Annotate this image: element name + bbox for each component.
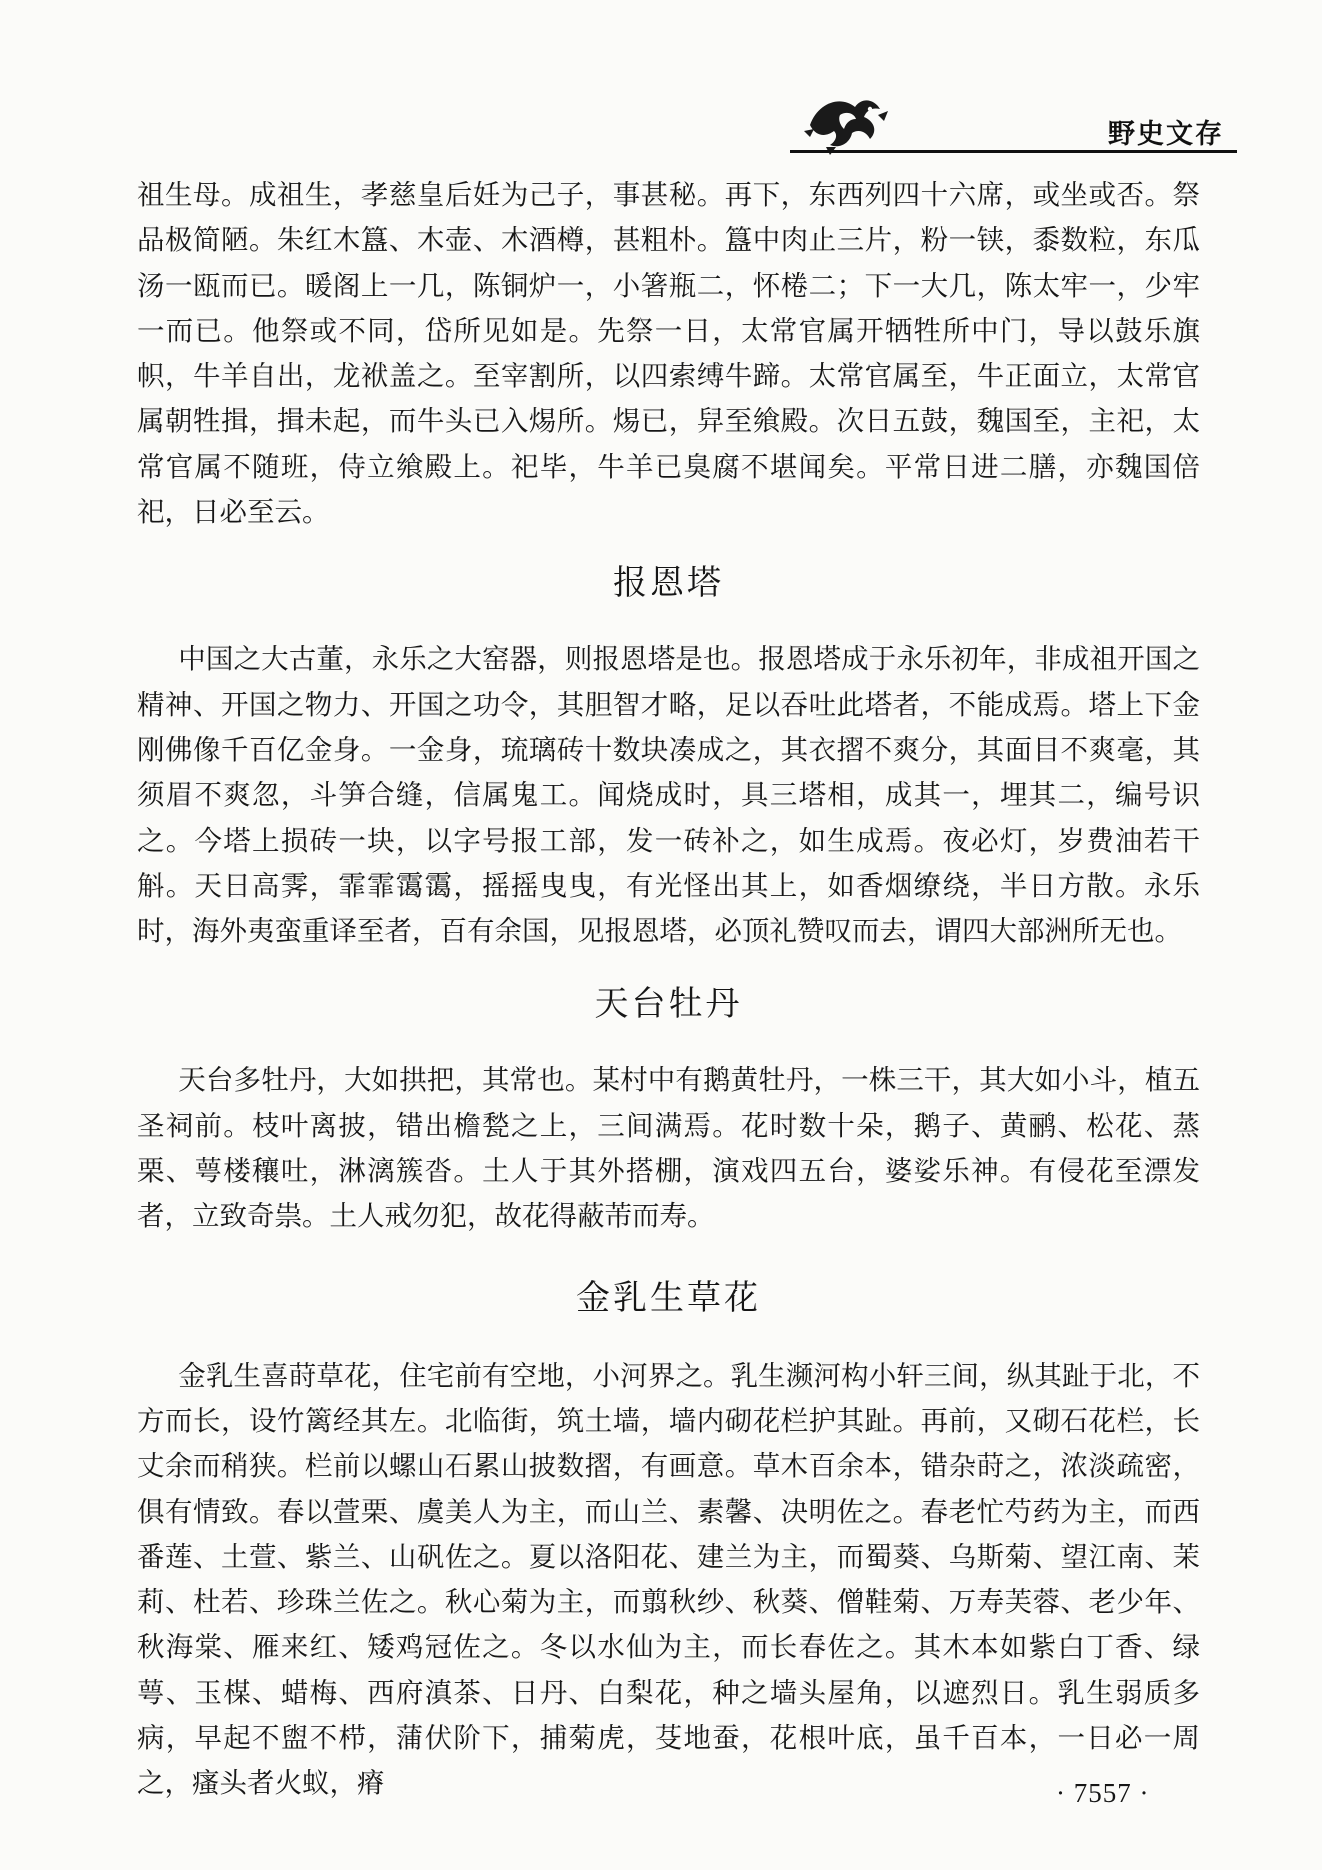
- page-body: [137, 173, 1200, 1807]
- section-paragraph-tiantai-peony: 天台多牡丹，大如拱把，其常也。某村中有鹅黄牡丹，一株三干，其大如小斗，植五圣祠前。枝叶离披，错出檐甃之上，三间满焉。花时数十朵，鹅子、黄鹂、松花、蒸栗、萼楼穰吐，淋漓簇沓。土人于其外搭棚，演戏四五台，婆娑乐神。有侵花至漂发者，立致奇祟。土人戒勿犯，故花得蔽芾而寿。: [137, 1064, 1200, 1233]
- page-header: [0, 0, 1322, 170]
- section-paragraph-baoen-pagoda: 中国之大古董，永乐之大窑器，则报恩塔是也。报恩塔成于永乐初年，非成祖开国之精神、开国之物力、开国之功令，其胆智才略，足以吞吐此塔者，不能成焉。塔上下金刚佛像千百亿金身。一金身，琉璃砖十数块凑成之，其衣摺不爽分，其面目不爽毫，其须眉不爽忽，斗笋合缝，信属鬼工。闻烧成时，具三塔相，成其一，埋其二，编号识之。今塔上损砖一块，以字号报工部，发一砖补之，如生成焉。夜必灯，岁费油若干斛。天日高霁，霏霏霭霭，摇摇曳曳，有光怪出其上，如香烟缭绕，半日方散。永乐时，海外夷蛮重译至者，百有余国，见报恩塔，必顶礼赞叹而去，谓四大部洲所无也。: [137, 643, 1200, 948]
- section-title-baoen-pagoda: 报恩塔: [613, 563, 724, 604]
- section-title-jin-rusheng-flowers: 金乳生草花: [576, 1277, 761, 1318]
- dragon-emblem-icon: [800, 85, 890, 155]
- page-number: · 7557 ·: [1056, 1778, 1150, 1808]
- running-head-title: 野史文存: [1108, 119, 1224, 150]
- continued-paragraph: 祖生母。成祖生，孝慈皇后妊为己子，事甚秘。再下，东西列四十六席，或坐或否。祭品极简陋。朱红木簋、木壶、木酒樽，甚粗朴。簋中肉止三片，粉一铗，黍数粒，东瓜汤一瓯而已。暖阁上一几，陈铜炉一，小箸瓶二，怀棬二；下一大几，陈太牢一，少牢一而已。他祭或不同，岱所见如是。先祭一日，太常官属开牺牲所中门，导以鼓乐旗帜，牛羊自出，龙袱盖之。至宰割所，以四索缚牛蹄。太常官属至，牛正面立，太常官属朝牲揖，揖未起，而牛头已入焬所。焬已，舁至飨殿。次日五鼓，魏国至，主祀，太常官属不随班，侍立飨殿上。祀毕，牛羊已臭腐不堪闻矣。平常日进二膳，亦魏国倍祀，日必至云。: [137, 179, 1200, 529]
- section-title-tiantai-peony: 天台牡丹: [594, 984, 743, 1025]
- section-paragraph-jin-rusheng-flowers: 金乳生喜莳草花，住宅前有空地，小河界之。乳生濒河构小轩三间，纵其趾于北，不方而长，设竹篱经其左。北临街，筑土墙，墙内砌花栏护其趾。再前，又砌石花栏，长丈余而稍狭。栏前以螺山石累山披数摺，有画意。草木百余本，错杂莳之，浓淡疏密，俱有情致。春以萱栗、虞美人为主，而山兰、素馨、决明佐之。春老忙芍药为主，而西番莲、土萱、紫兰、山矾佐之。夏以洛阳花、建兰为主，而蜀葵、乌斯菊、望江南、茉莉、杜若、珍珠兰佐之。秋心菊为主，而翦秋纱、秋葵、僧鞋菊、万寿芙蓉、老少年、秋海棠、雁来红、矮鸡冠佐之。冬以水仙为主，而长春佐之。其木本如紫白丁香、绿萼、玉楳、蜡梅、西府滇茶、日丹、白梨花，种之墙头屋角，以遮烈日。乳生弱质多病，早起不盥不栉，蒲伏阶下，捕菊虎，芟地蚕，花根叶底，虽千百本，一日必一周之，瘙头者火蚁，瘠: [137, 1359, 1200, 1800]
